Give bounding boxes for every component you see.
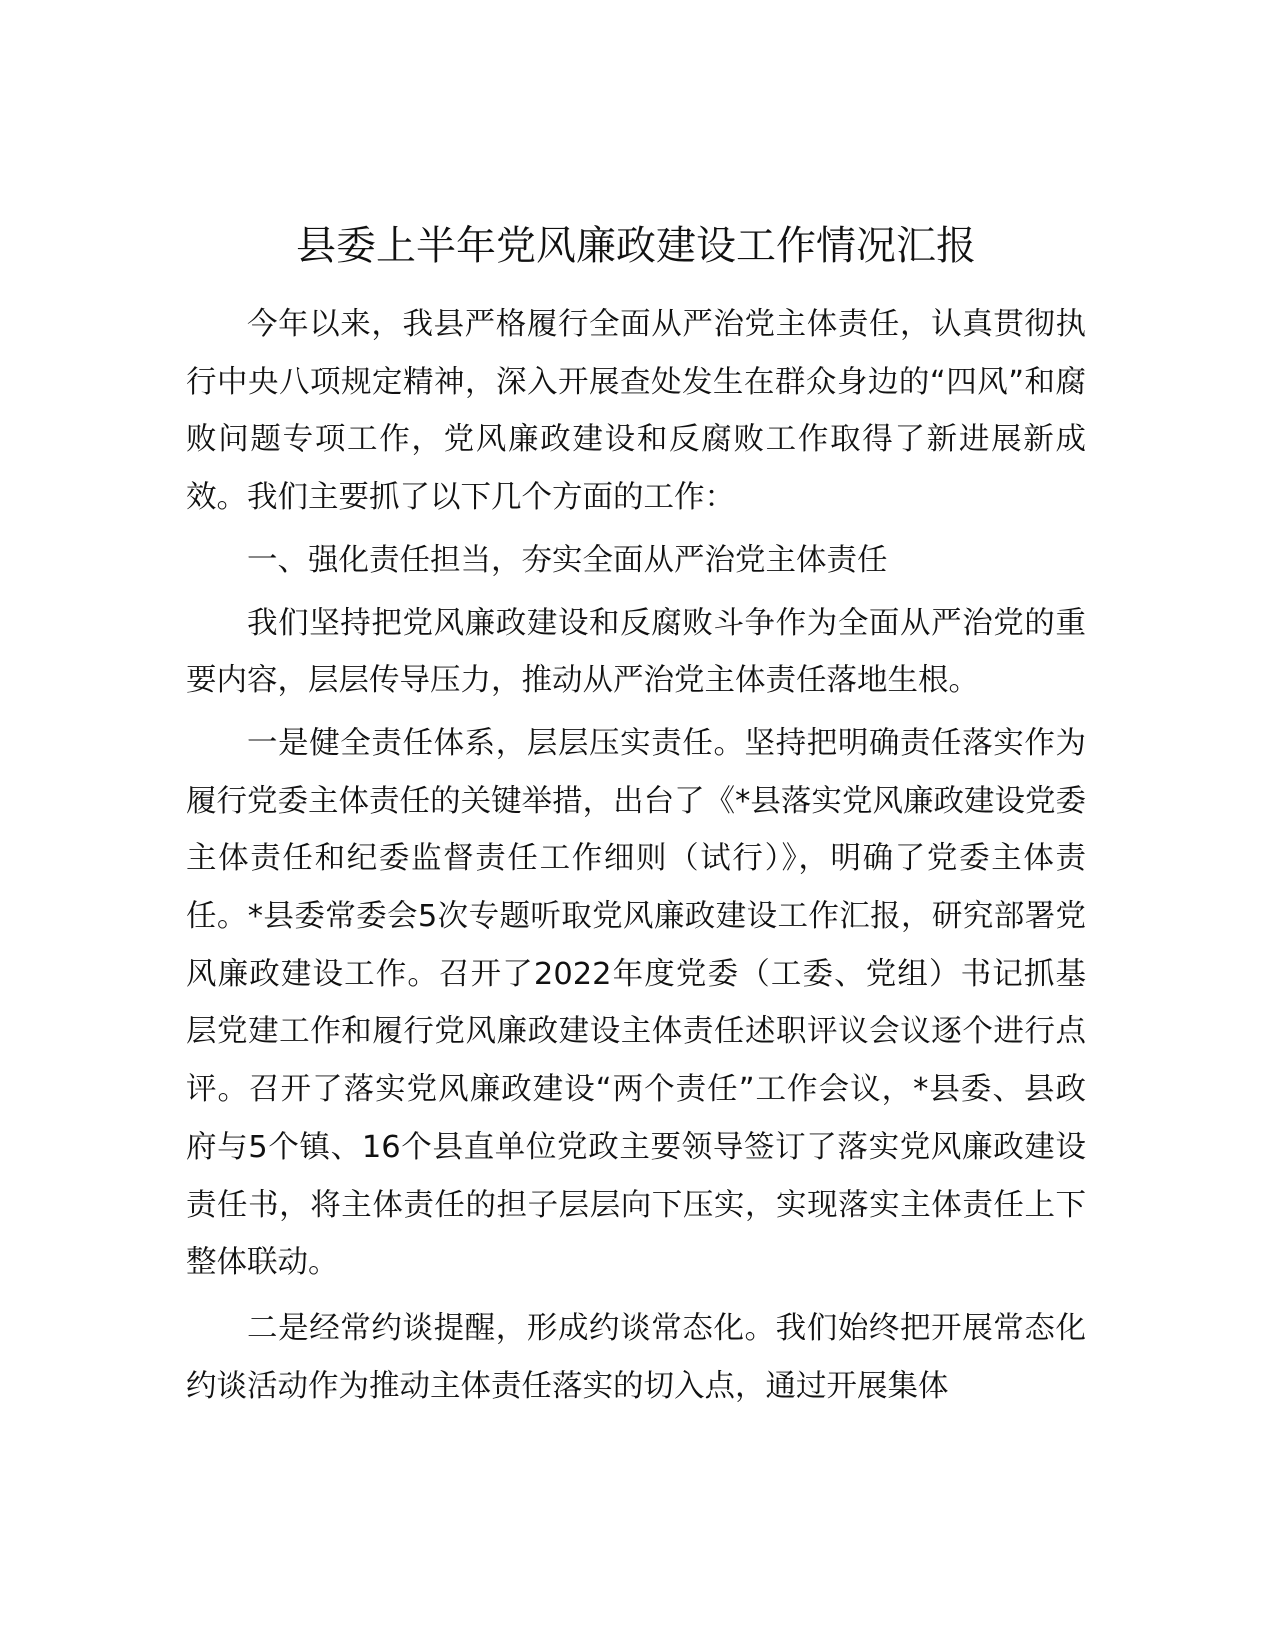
paragraph-intro: 今年以来，我县严格履行全面从严治党主体责任，认真贯彻执行中央八项规定精神，深入开展查处发生在群众身边的“四风”和腐败问题专项工作，党风廉政建设和反腐败工作取得了新进展新成效。我们主要抓了以下几个方面的工作： bbox=[186, 307, 1086, 516]
paragraph-regular-talks: 二是经常约谈提醒，形成约谈常态化。我们始终把开展常态化约谈活动作为推动主体责任落实的切入点，通过开展集体 bbox=[186, 1310, 1086, 1404]
section-heading-1: 一、强化责任担当，夯实全面从严治党主体责任 bbox=[247, 542, 888, 578]
document-body bbox=[186, 296, 1086, 1415]
document-title: 县委上半年党风廉政建设工作情况汇报 bbox=[296, 223, 976, 269]
paragraph-section-1-summary: 我们坚持把党风廉政建设和反腐败斗争作为全面从严治党的重要内容，层层传导压力，推动从严治党主体责任落地生根。 bbox=[186, 605, 1086, 699]
paragraph-responsibility-system: 一是健全责任体系，层层压实责任。坚持把明确责任落实作为履行党委主体责任的关键举措，出台了《*县落实党风廉政建设党委主体责任和纪委监督责任工作细则（试行）》，明确了党委主体责任。*县委常委会5次专题听取党风廉政建设工作汇报，研究部署党风廉政建设工作。召开了2022年度党委（工委、党组）书记抓基层党建工作和履行党风廉政建设主体责任述职评议会议逐个进行点评。召开了落实党风廉政建设“两个责任”工作会议，*县委、县政府与5个镇、16个县直单位党政主要领导签订了落实党风廉政建设责任书，将主体责任的担子层层向下压实，实现落实主体责任上下整体联动。 bbox=[186, 725, 1086, 1281]
